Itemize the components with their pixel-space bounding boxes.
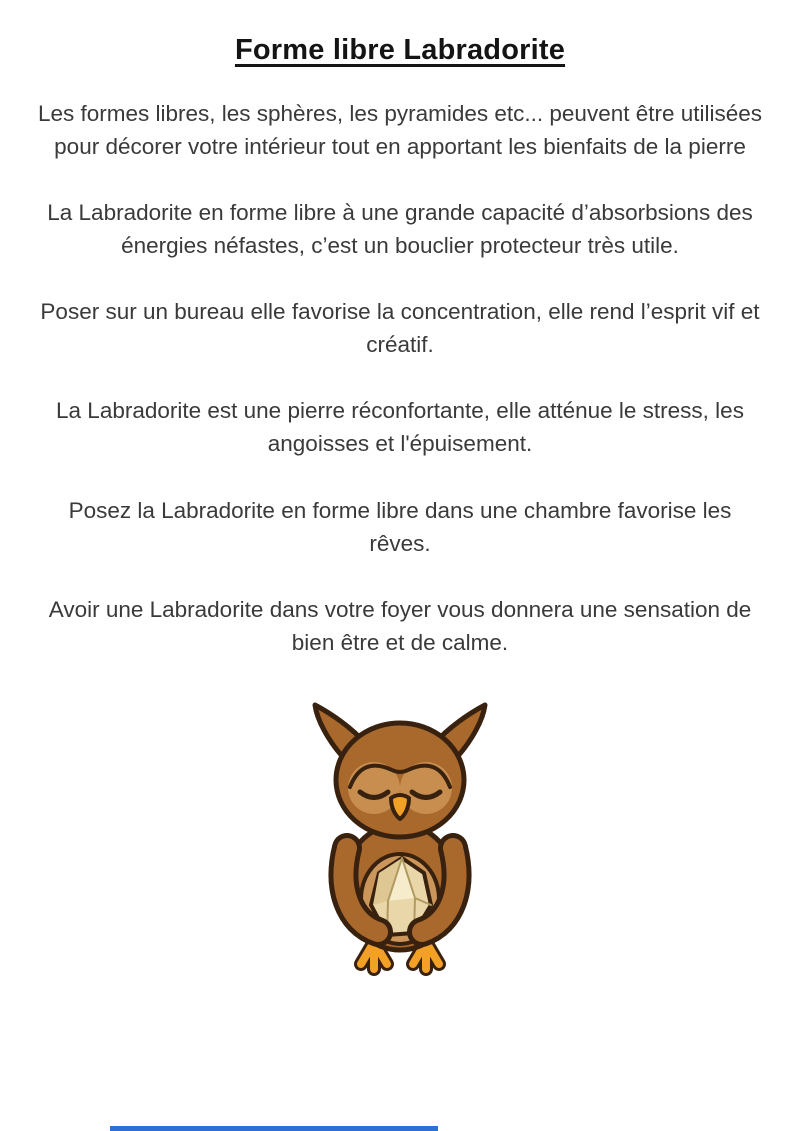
owl-with-crystal-icon: [290, 692, 510, 992]
paragraph-reconfort: La Labradorite est une pierre réconfortante, elle atténue le stress, les angoisses et l'épuisement.: [56, 398, 744, 457]
paragraph-chambre: Posez la Labradorite en forme libre dans une chambre favorise les rêves.: [68, 497, 732, 556]
page-title: Forme libre Labradorite: [234, 34, 566, 66]
paragraph-foyer: Avoir une Labradorite dans votre foyer vous donnera une sensation de bien être et de calme.: [48, 596, 752, 655]
description-text: [0, 67, 800, 659]
paragraph-intro: Les formes libres, les sphères, les pyramides etc... peuvent être utilisées pour décorer votre intérieur tout en apportant les bienfaits de la pierre: [37, 101, 763, 160]
paragraph-absorption: La Labradorite en forme libre à une grande capacité d’absorbsions des énergies néfastes, c’est un bouclier protecteur très utile.: [47, 200, 753, 259]
owl-illustration: [0, 692, 800, 992]
bottom-accent-bar: [110, 1126, 438, 1131]
paragraph-bureau: Poser sur un bureau elle favorise la concentration, elle rend l’esprit vif et créatif.: [40, 299, 760, 358]
